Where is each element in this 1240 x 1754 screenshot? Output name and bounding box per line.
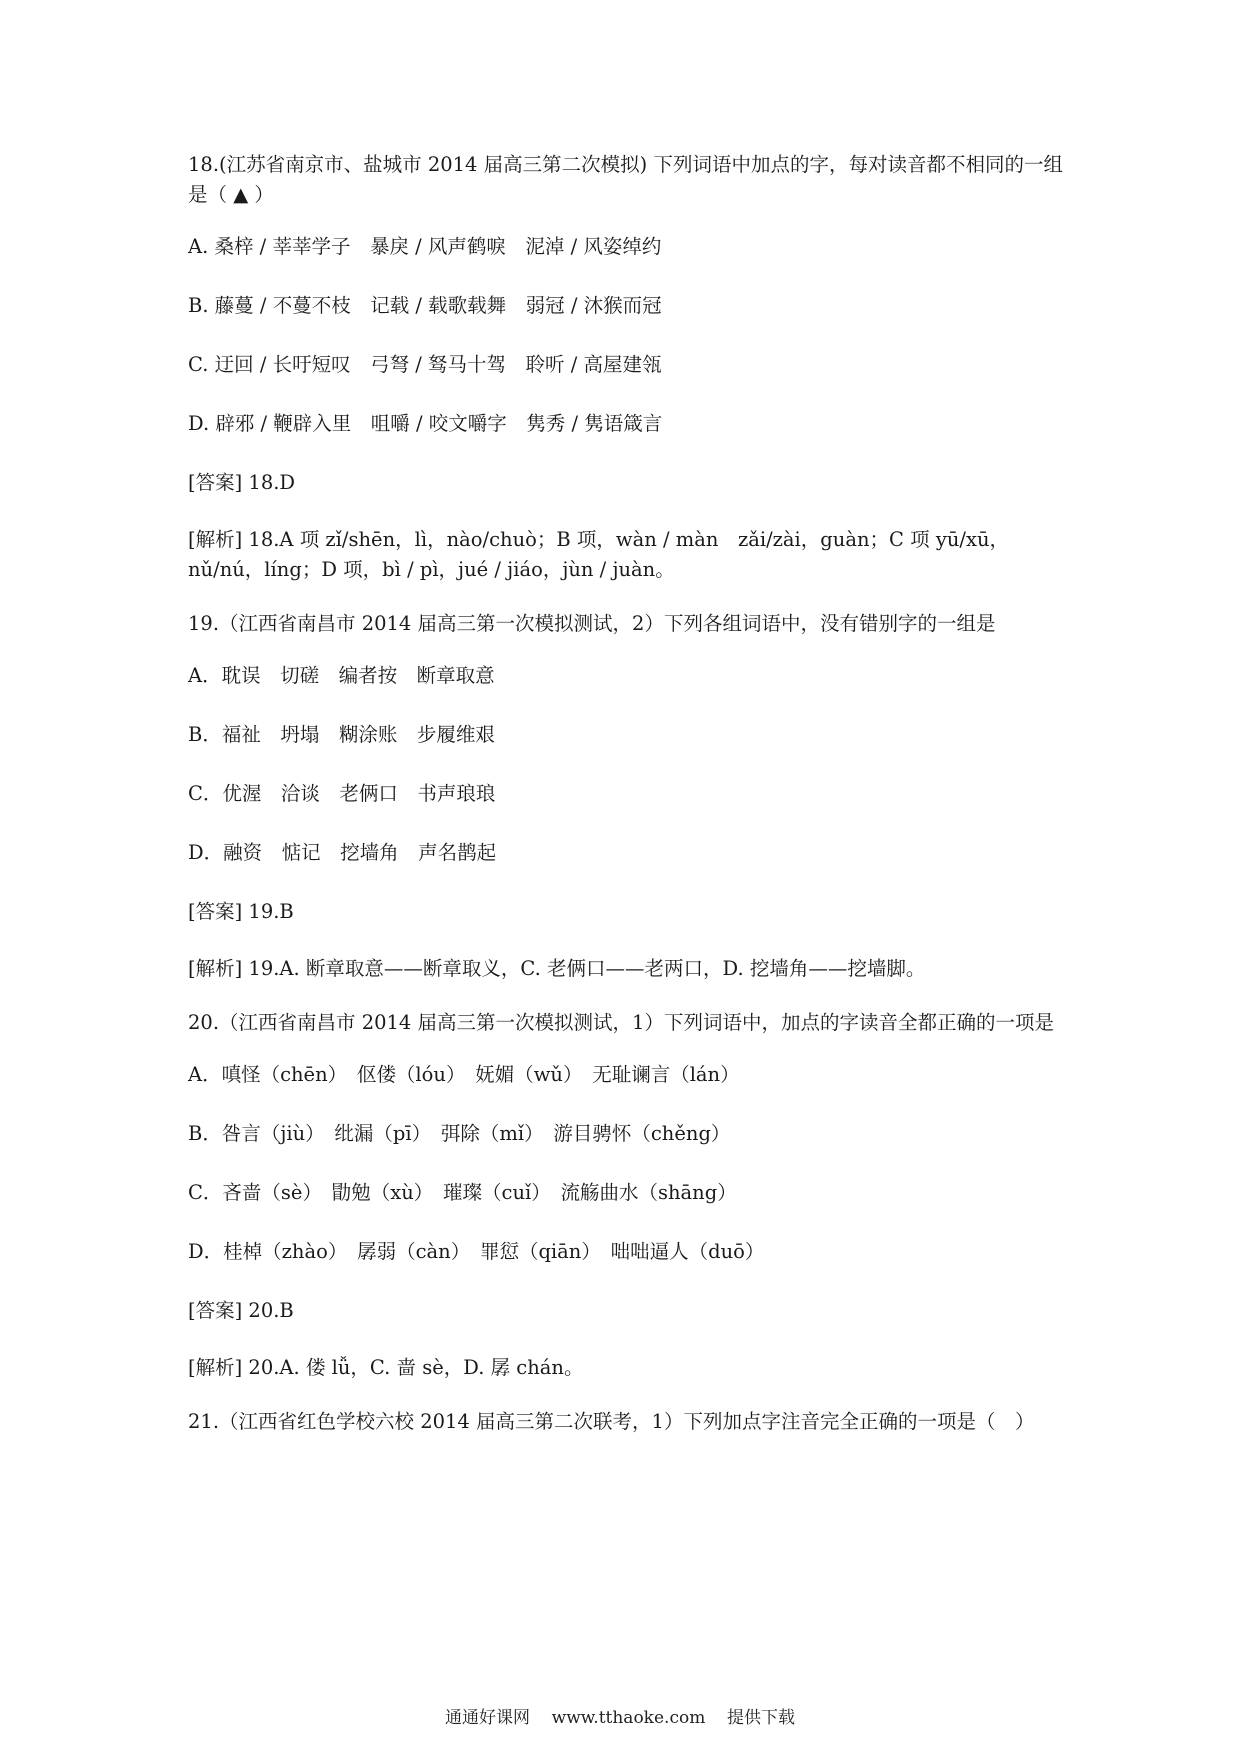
question-20-option-c: C．吝啬（sè） 勖勉（xù） 璀璨（cuǐ） 流觞曲水（shāng）	[188, 1181, 737, 1204]
question-20-answer: [答案] 20.B	[188, 1299, 294, 1322]
question-20-option-b: B．咎言（jiù） 纰漏（pī） 弭除（mǐ） 游目骋怀（chěng）	[188, 1122, 731, 1145]
question-19-stem: 19.（江西省南昌市 2014 届高三第一次模拟测试，2）下列各组词语中，没有错别字的一组是	[188, 612, 996, 635]
page-footer	[0, 1703, 1240, 1728]
question-18-option-a: A. 桑梓 / 莘莘学子 暴戾 / 风声鹤唳 泥淖 / 风姿绰约	[188, 235, 662, 258]
question-20-option-a: A．嗔怪（chēn） 伛偻（lóu） 妩媚（wǔ） 无耻谰言（lán）	[188, 1063, 740, 1086]
question-18-option-d: D. 辟邪 / 鞭辟入里 咀嚼 / 咬文嚼字 隽秀 / 隽语箴言	[188, 412, 663, 435]
document-page	[188, 150, 1068, 1459]
question-19-option-d: D．融资 惦记 挖墙角 声名鹊起	[188, 841, 497, 864]
footer-url: www.tthaoke.com	[551, 1708, 706, 1728]
question-18-answer: [答案] 18.D	[188, 471, 296, 494]
footer-site-name: 通通好课网	[445, 1708, 531, 1728]
question-19-option-a: A．耽误 切磋 编者按 断章取意	[188, 664, 495, 687]
question-18-option-b: B. 藤蔓 / 不蔓不枝 记载 / 载歌载舞 弱冠 / 沐猴而冠	[188, 294, 662, 317]
question-21-stem: 21.（江西省红色学校六校 2014 届高三第二次联考，1）下列加点字注音完全正确的一项是（ ）	[188, 1410, 1035, 1433]
question-20-stem: 20.（江西省南昌市 2014 届高三第一次模拟测试，1）下列词语中，加点的字读音全都正确的一项是	[188, 1011, 1054, 1034]
question-19-explanation: [解析] 19.A. 断章取意——断章取义，C. 老俩口——老两口，D. 挖墙角——挖墙脚。	[188, 957, 926, 980]
question-19-option-c: C．优渥 洽谈 老俩口 书声琅琅	[188, 782, 496, 805]
question-18-stem: 18.(江苏省南京市、盐城市 2014 届高三第二次模拟) 下列词语中加点的字，每对读音都不相同的一组是（ ▲ ）	[188, 153, 1063, 206]
question-18-option-c: C. 迂回 / 长吁短叹 弓弩 / 驽马十驾 聆听 / 高屋建瓴	[188, 353, 662, 376]
question-19-answer: [答案] 19.B	[188, 900, 294, 923]
question-20-explanation: [解析] 20.A. 偻 lǚ，C. 啬 sè，D. 孱 chán。	[188, 1356, 584, 1379]
footer-note: 提供下载	[726, 1708, 795, 1728]
question-19-option-b: B．福祉 坍塌 糊涂账 步履维艰	[188, 723, 495, 746]
question-18-explanation: [解析] 18.A 项 zǐ/shēn，lì，nào/chuò；B 项，wàn / màn zǎi/zài，guàn；C 项 yū/xū，nǔ/nú，líng；D 项，bì / pì，jué / jiáo，jùn / juàn。	[188, 528, 1010, 581]
question-20-option-d: D．桂棹（zhào） 孱弱（càn） 罪愆（qiān） 咄咄逼人（duō）	[188, 1240, 765, 1263]
